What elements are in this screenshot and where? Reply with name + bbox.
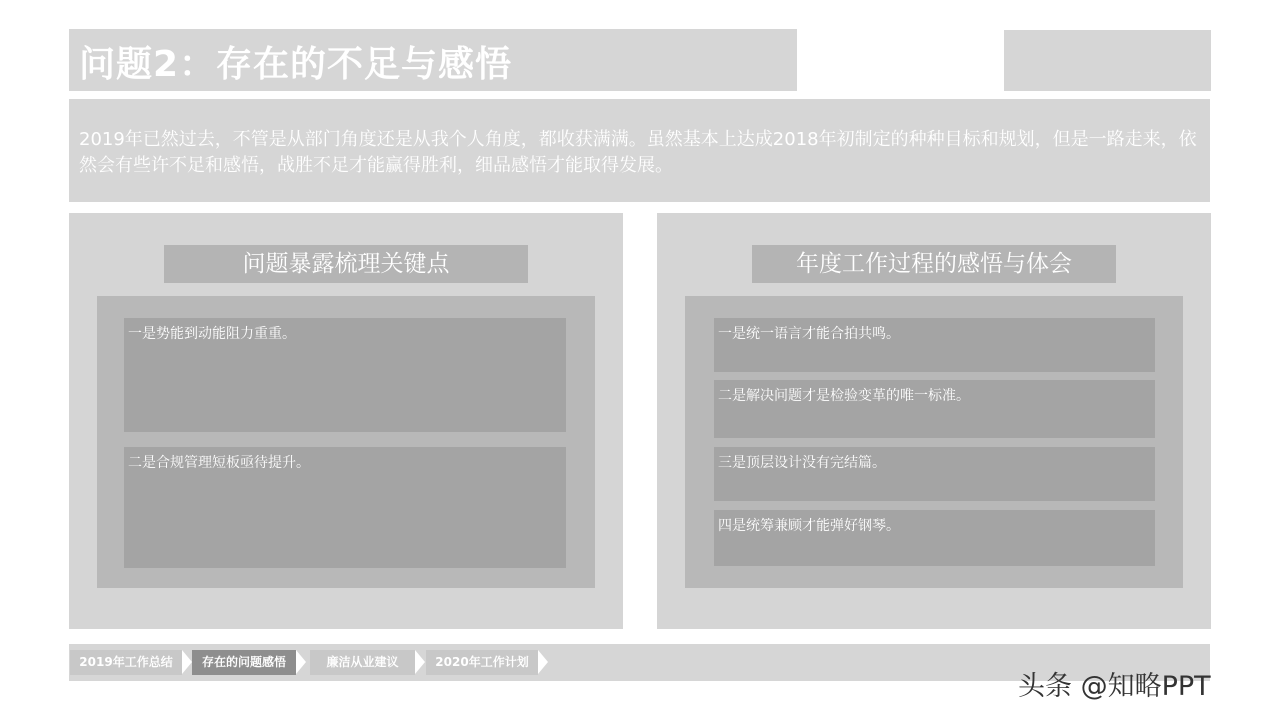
right-item-3: 三是顶层设计没有完结篇。 — [714, 447, 1155, 501]
decorative-box — [1004, 30, 1211, 91]
right-item-4: 四是统筹兼顾才能弹好钢琴。 — [714, 510, 1155, 566]
chevron-right-icon — [538, 650, 548, 674]
intro-text: 2019年已然过去，不管是从部门角度还是从我个人角度，都收获满满。虽然基本上达成2018年初制定的种种目标和规划，但是一路走来，依然会有些许不足和感悟，战胜不足才能赢得胜利，细品感悟才能取得发展。 — [79, 129, 1197, 176]
nav-item-integrity[interactable]: 廉洁从业建议 — [310, 650, 415, 675]
page-title: 问题2：存在的不足与感悟 — [79, 44, 513, 85]
right-item-1: 一是统一语言才能合拍共鸣。 — [714, 318, 1155, 372]
chevron-right-icon — [296, 650, 306, 674]
chevron-right-icon — [182, 650, 192, 674]
left-item-1: 一是势能到动能阻力重重。 — [124, 318, 566, 432]
right-panel-heading: 年度工作过程的感悟与体会 — [752, 245, 1116, 283]
nav-item-summary[interactable]: 2019年工作总结 — [70, 650, 182, 675]
right-item-2: 二是解决问题才是检验变革的唯一标准。 — [714, 380, 1155, 438]
nav-item-plan[interactable]: 2020年工作计划 — [426, 650, 538, 675]
chevron-right-icon — [415, 650, 425, 674]
left-panel-heading: 问题暴露梳理关键点 — [164, 245, 528, 283]
watermark: 头条 @知略PPT — [1018, 671, 1211, 702]
nav-item-problems[interactable]: 存在的问题感悟 — [192, 650, 296, 675]
left-item-2: 二是合规管理短板亟待提升。 — [124, 447, 566, 568]
